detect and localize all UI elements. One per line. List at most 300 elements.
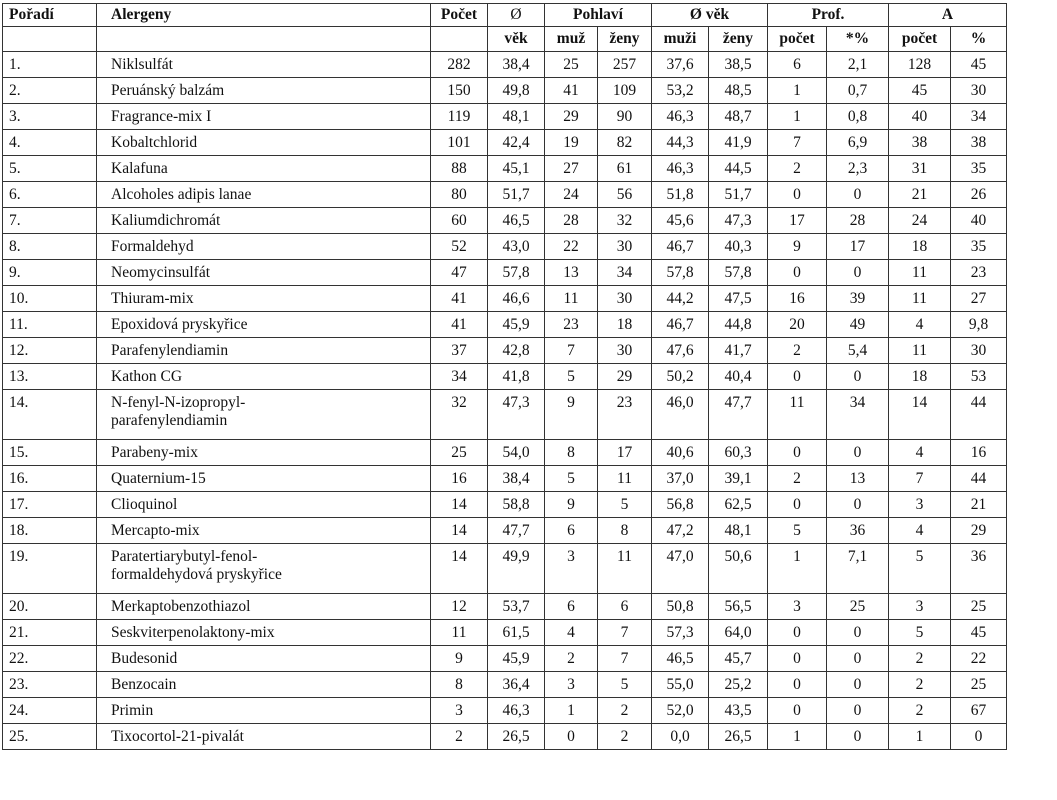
cell-avg-age-men: 52,0: [652, 698, 709, 724]
subheader-age: věk: [488, 27, 545, 52]
cell-avg-age-men: 53,2: [652, 78, 709, 104]
cell-avg-age-women: 48,5: [709, 78, 768, 104]
cell-prof-count: 17: [768, 208, 827, 234]
cell-avg-age-women: 51,7: [709, 182, 768, 208]
cell-count: 14: [431, 518, 488, 544]
cell-a-pct: 27: [951, 286, 1007, 312]
cell-female: 6: [598, 594, 652, 620]
subheader-empty-count: [431, 27, 488, 52]
cell-prof-pct: 0: [827, 646, 889, 672]
cell-female: 11: [598, 544, 652, 594]
cell-avg-age-men: 46,0: [652, 390, 709, 440]
cell-male: 6: [545, 594, 598, 620]
cell-a-count: 4: [889, 518, 951, 544]
cell-avg-age-men: 57,3: [652, 620, 709, 646]
cell-prof-count: 0: [768, 440, 827, 466]
cell-count: 16: [431, 466, 488, 492]
cell-female: 2: [598, 724, 652, 750]
cell-count: 14: [431, 492, 488, 518]
cell-allergen: [97, 338, 431, 364]
table-row: [3, 544, 1007, 594]
cell-avg-age-women: 56,5: [709, 594, 768, 620]
table-body: [3, 52, 1007, 750]
cell-female: 7: [598, 620, 652, 646]
cell-allergen: [97, 724, 431, 750]
cell-a-count: 24: [889, 208, 951, 234]
table-row: [3, 724, 1007, 750]
cell-avg-age: 49,8: [488, 78, 545, 104]
header-row-main: [3, 4, 1007, 27]
cell-rank: 6.: [3, 182, 97, 208]
cell-rank: 23.: [3, 672, 97, 698]
allergen-name-line: Neomycinsulfát: [111, 264, 211, 281]
cell-a-count: 7: [889, 466, 951, 492]
cell-male: 23: [545, 312, 598, 338]
cell-prof-pct: 0: [827, 364, 889, 390]
cell-male: 5: [545, 364, 598, 390]
cell-allergen: [97, 130, 431, 156]
subheader-a-pct: %: [951, 27, 1007, 52]
allergen-name-line: Alcoholes adipis lanae: [111, 186, 252, 203]
cell-prof-count: 0: [768, 492, 827, 518]
cell-rank: 5.: [3, 156, 97, 182]
cell-count: 41: [431, 286, 488, 312]
cell-rank: 21.: [3, 620, 97, 646]
cell-prof-count: 1: [768, 78, 827, 104]
allergen-name-line: Paratertiarybutyl-fenol-: [111, 548, 258, 565]
cell-a-pct: 38: [951, 130, 1007, 156]
table-row: [3, 594, 1007, 620]
header-avg-age-sex: Ø věk: [652, 4, 768, 27]
cell-male: 3: [545, 672, 598, 698]
cell-a-pct: 53: [951, 364, 1007, 390]
cell-count: 41: [431, 312, 488, 338]
cell-avg-age: 43,0: [488, 234, 545, 260]
cell-a-pct: 35: [951, 234, 1007, 260]
cell-female: 61: [598, 156, 652, 182]
cell-a-count: 18: [889, 364, 951, 390]
cell-prof-count: 0: [768, 620, 827, 646]
cell-rank: 22.: [3, 646, 97, 672]
cell-count: 60: [431, 208, 488, 234]
cell-prof-pct: 28: [827, 208, 889, 234]
cell-a-pct: 30: [951, 338, 1007, 364]
cell-avg-age-women: 38,5: [709, 52, 768, 78]
cell-male: 27: [545, 156, 598, 182]
cell-avg-age-women: 40,3: [709, 234, 768, 260]
subheader-a-count: počet: [889, 27, 951, 52]
cell-rank: 3.: [3, 104, 97, 130]
cell-male: 5: [545, 466, 598, 492]
cell-prof-pct: 7,1: [827, 544, 889, 594]
cell-allergen: [97, 234, 431, 260]
header-a: A: [889, 4, 1007, 27]
cell-a-count: 31: [889, 156, 951, 182]
cell-avg-age: 46,3: [488, 698, 545, 724]
cell-rank: 1.: [3, 52, 97, 78]
cell-count: 52: [431, 234, 488, 260]
cell-a-count: 40: [889, 104, 951, 130]
cell-allergen: [97, 440, 431, 466]
cell-avg-age-men: 50,8: [652, 594, 709, 620]
cell-male: 9: [545, 390, 598, 440]
table-row: [3, 286, 1007, 312]
cell-avg-age: 42,8: [488, 338, 545, 364]
cell-female: 29: [598, 364, 652, 390]
cell-rank: 24.: [3, 698, 97, 724]
cell-prof-count: 7: [768, 130, 827, 156]
table-row: [3, 182, 1007, 208]
cell-a-count: 2: [889, 698, 951, 724]
cell-allergen: [97, 260, 431, 286]
cell-rank: 25.: [3, 724, 97, 750]
cell-prof-count: 6: [768, 52, 827, 78]
cell-count: 119: [431, 104, 488, 130]
cell-avg-age-women: 60,3: [709, 440, 768, 466]
cell-count: 80: [431, 182, 488, 208]
cell-prof-count: 1: [768, 544, 827, 594]
cell-avg-age-men: 37,0: [652, 466, 709, 492]
cell-female: 30: [598, 338, 652, 364]
cell-rank: 12.: [3, 338, 97, 364]
cell-rank: 16.: [3, 466, 97, 492]
cell-a-pct: 26: [951, 182, 1007, 208]
cell-avg-age-women: 39,1: [709, 466, 768, 492]
allergen-name-line: Primin: [111, 702, 154, 719]
cell-prof-count: 1: [768, 104, 827, 130]
cell-a-pct: 40: [951, 208, 1007, 234]
table-row: [3, 260, 1007, 286]
table-row: [3, 130, 1007, 156]
cell-avg-age: 54,0: [488, 440, 545, 466]
allergen-name-line: Epoxidová pryskyřice: [111, 316, 248, 333]
cell-a-count: 45: [889, 78, 951, 104]
table-row: [3, 364, 1007, 390]
cell-rank: 15.: [3, 440, 97, 466]
cell-rank: 7.: [3, 208, 97, 234]
cell-prof-pct: 36: [827, 518, 889, 544]
cell-female: 34: [598, 260, 652, 286]
cell-male: 24: [545, 182, 598, 208]
cell-female: 5: [598, 672, 652, 698]
cell-female: 56: [598, 182, 652, 208]
allergen-name-line: N-fenyl-N-izopropyl-: [111, 394, 246, 411]
allergen-name-line: Parafenylendiamin: [111, 342, 229, 359]
cell-count: 25: [431, 440, 488, 466]
cell-female: 17: [598, 440, 652, 466]
cell-avg-age-men: 46,7: [652, 234, 709, 260]
table-row: [3, 208, 1007, 234]
cell-rank: 13.: [3, 364, 97, 390]
cell-a-count: 2: [889, 646, 951, 672]
cell-avg-age-women: 50,6: [709, 544, 768, 594]
cell-a-count: 11: [889, 338, 951, 364]
cell-avg-age-men: 37,6: [652, 52, 709, 78]
cell-allergen: [97, 312, 431, 338]
subheader-women: ženy: [709, 27, 768, 52]
allergen-name-line: Seskviterpenolaktony-mix: [111, 624, 275, 641]
cell-count: 282: [431, 52, 488, 78]
allergen-name-line: Kathon CG: [111, 368, 183, 385]
cell-rank: 2.: [3, 78, 97, 104]
cell-avg-age-women: 48,7: [709, 104, 768, 130]
cell-male: 8: [545, 440, 598, 466]
cell-avg-age: 47,3: [488, 390, 545, 440]
cell-male: 3: [545, 544, 598, 594]
subheader-empty-rank: [3, 27, 97, 52]
subheader-male: muž: [545, 27, 598, 52]
cell-a-pct: 21: [951, 492, 1007, 518]
cell-female: 5: [598, 492, 652, 518]
cell-male: 4: [545, 620, 598, 646]
allergen-name-line: Kaliumdichromát: [111, 212, 221, 229]
cell-a-pct: 45: [951, 620, 1007, 646]
cell-avg-age-women: 44,5: [709, 156, 768, 182]
cell-count: 150: [431, 78, 488, 104]
table-row: [3, 234, 1007, 260]
cell-prof-count: 2: [768, 466, 827, 492]
cell-avg-age: 45,9: [488, 646, 545, 672]
allergen-name-line: formaldehydová pryskyřice: [111, 566, 282, 583]
cell-prof-pct: 6,9: [827, 130, 889, 156]
cell-count: 88: [431, 156, 488, 182]
cell-avg-age-men: 51,8: [652, 182, 709, 208]
cell-avg-age: 46,5: [488, 208, 545, 234]
cell-avg-age: 47,7: [488, 518, 545, 544]
table-row: [3, 698, 1007, 724]
table-row: [3, 390, 1007, 440]
table-row: [3, 518, 1007, 544]
cell-avg-age-men: 46,7: [652, 312, 709, 338]
cell-avg-age-men: 46,5: [652, 646, 709, 672]
cell-avg-age-men: 56,8: [652, 492, 709, 518]
cell-a-count: 128: [889, 52, 951, 78]
cell-count: 9: [431, 646, 488, 672]
header-prof: Prof.: [768, 4, 889, 27]
cell-count: 11: [431, 620, 488, 646]
allergen-name-line: Kobaltchlorid: [111, 134, 198, 151]
cell-prof-pct: 17: [827, 234, 889, 260]
table-row: [3, 104, 1007, 130]
allergen-name-line: Peruánský balzám: [111, 82, 225, 99]
cell-avg-age-women: 47,3: [709, 208, 768, 234]
cell-avg-age-men: 57,8: [652, 260, 709, 286]
header-allergen: Alergeny: [97, 4, 431, 27]
cell-prof-pct: 0: [827, 698, 889, 724]
cell-avg-age-men: 40,6: [652, 440, 709, 466]
cell-count: 12: [431, 594, 488, 620]
cell-avg-age: 45,9: [488, 312, 545, 338]
allergen-name-line: Formaldehyd: [111, 238, 194, 255]
allergen-name-line: Benzocain: [111, 676, 177, 693]
cell-avg-age: 58,8: [488, 492, 545, 518]
cell-avg-age: 45,1: [488, 156, 545, 182]
cell-allergen: [97, 156, 431, 182]
table-row: [3, 78, 1007, 104]
cell-avg-age: 38,4: [488, 466, 545, 492]
cell-allergen: [97, 492, 431, 518]
cell-a-pct: 9,8: [951, 312, 1007, 338]
cell-a-pct: 22: [951, 646, 1007, 672]
cell-avg-age-women: 64,0: [709, 620, 768, 646]
cell-a-count: 14: [889, 390, 951, 440]
cell-male: 7: [545, 338, 598, 364]
subheader-men: muži: [652, 27, 709, 52]
cell-a-count: 1: [889, 724, 951, 750]
cell-avg-age-women: 48,1: [709, 518, 768, 544]
cell-a-pct: 29: [951, 518, 1007, 544]
cell-a-count: 5: [889, 544, 951, 594]
cell-a-pct: 67: [951, 698, 1007, 724]
cell-a-count: 2: [889, 672, 951, 698]
subheader-female: ženy: [598, 27, 652, 52]
cell-avg-age: 57,8: [488, 260, 545, 286]
cell-rank: 20.: [3, 594, 97, 620]
cell-avg-age: 36,4: [488, 672, 545, 698]
cell-prof-pct: 0: [827, 260, 889, 286]
subheader-prof-pct: *%: [827, 27, 889, 52]
cell-prof-count: 11: [768, 390, 827, 440]
cell-a-pct: 34: [951, 104, 1007, 130]
cell-avg-age-women: 47,5: [709, 286, 768, 312]
cell-male: 11: [545, 286, 598, 312]
allergen-name-line: Budesonid: [111, 650, 178, 667]
cell-a-pct: 0: [951, 724, 1007, 750]
cell-female: 7: [598, 646, 652, 672]
cell-allergen: [97, 698, 431, 724]
subheader-empty-allergen: [97, 27, 431, 52]
cell-avg-age-women: 47,7: [709, 390, 768, 440]
cell-prof-pct: 2,3: [827, 156, 889, 182]
cell-female: 2: [598, 698, 652, 724]
table-row: [3, 440, 1007, 466]
cell-avg-age: 26,5: [488, 724, 545, 750]
table-row: [3, 156, 1007, 182]
cell-avg-age: 41,8: [488, 364, 545, 390]
cell-avg-age-women: 26,5: [709, 724, 768, 750]
cell-rank: 19.: [3, 544, 97, 594]
cell-prof-count: 0: [768, 182, 827, 208]
cell-rank: 11.: [3, 312, 97, 338]
table-row: [3, 620, 1007, 646]
cell-rank: 14.: [3, 390, 97, 440]
cell-prof-pct: 0: [827, 672, 889, 698]
cell-prof-count: 1: [768, 724, 827, 750]
cell-avg-age-men: 45,6: [652, 208, 709, 234]
cell-count: 32: [431, 390, 488, 440]
cell-allergen: [97, 466, 431, 492]
header-avg-age: Ø: [488, 4, 545, 27]
table-row: [3, 492, 1007, 518]
cell-avg-age: 53,7: [488, 594, 545, 620]
allergen-name-line: Thiuram-mix: [111, 290, 194, 307]
cell-prof-pct: 0: [827, 492, 889, 518]
cell-a-count: 3: [889, 492, 951, 518]
cell-female: 257: [598, 52, 652, 78]
cell-female: 109: [598, 78, 652, 104]
cell-a-pct: 44: [951, 390, 1007, 440]
cell-prof-count: 0: [768, 698, 827, 724]
allergen-name-line: Tixocortol-21-pivalát: [111, 728, 244, 745]
cell-avg-age-women: 43,5: [709, 698, 768, 724]
cell-prof-count: 20: [768, 312, 827, 338]
cell-a-count: 38: [889, 130, 951, 156]
cell-rank: 9.: [3, 260, 97, 286]
cell-avg-age-women: 57,8: [709, 260, 768, 286]
cell-avg-age-men: 47,0: [652, 544, 709, 594]
cell-male: 25: [545, 52, 598, 78]
cell-allergen: [97, 518, 431, 544]
allergen-name-line: Niklsulfát: [111, 56, 173, 73]
cell-avg-age-men: 46,3: [652, 104, 709, 130]
cell-female: 23: [598, 390, 652, 440]
cell-rank: 4.: [3, 130, 97, 156]
cell-allergen: [97, 544, 431, 594]
cell-prof-pct: 34: [827, 390, 889, 440]
cell-avg-age-men: 44,2: [652, 286, 709, 312]
header-sex: Pohlaví: [545, 4, 652, 27]
cell-allergen: [97, 594, 431, 620]
table-row: [3, 338, 1007, 364]
cell-count: 2: [431, 724, 488, 750]
cell-prof-pct: 0: [827, 620, 889, 646]
cell-a-count: 21: [889, 182, 951, 208]
cell-prof-pct: 0: [827, 724, 889, 750]
cell-male: 28: [545, 208, 598, 234]
table-row: [3, 312, 1007, 338]
header-count: Počet: [431, 4, 488, 27]
table-row: [3, 52, 1007, 78]
allergen-table: [2, 3, 1007, 750]
cell-female: 32: [598, 208, 652, 234]
cell-allergen: [97, 364, 431, 390]
cell-prof-count: 16: [768, 286, 827, 312]
cell-allergen: [97, 52, 431, 78]
allergen-name-line: Clioquinol: [111, 496, 178, 513]
cell-prof-count: 0: [768, 364, 827, 390]
allergen-name-line: Quaternium-15: [111, 470, 206, 487]
cell-prof-count: 5: [768, 518, 827, 544]
cell-allergen: [97, 182, 431, 208]
cell-a-count: 4: [889, 312, 951, 338]
header-rank: Pořadí: [3, 4, 97, 27]
cell-female: 90: [598, 104, 652, 130]
cell-a-count: 11: [889, 286, 951, 312]
cell-prof-pct: 0: [827, 182, 889, 208]
cell-a-count: 11: [889, 260, 951, 286]
allergen-name-line: Parabeny-mix: [111, 444, 198, 461]
cell-a-pct: 25: [951, 672, 1007, 698]
cell-allergen: [97, 620, 431, 646]
cell-prof-pct: 49: [827, 312, 889, 338]
cell-a-pct: 45: [951, 52, 1007, 78]
cell-avg-age-men: 46,3: [652, 156, 709, 182]
cell-avg-age: 38,4: [488, 52, 545, 78]
cell-rank: 18.: [3, 518, 97, 544]
cell-a-pct: 35: [951, 156, 1007, 182]
allergen-name-line: Mercapto-mix: [111, 522, 200, 539]
cell-a-count: 4: [889, 440, 951, 466]
cell-avg-age-women: 25,2: [709, 672, 768, 698]
cell-prof-pct: 39: [827, 286, 889, 312]
cell-avg-age-women: 62,5: [709, 492, 768, 518]
cell-prof-pct: 13: [827, 466, 889, 492]
cell-rank: 17.: [3, 492, 97, 518]
cell-avg-age: 51,7: [488, 182, 545, 208]
cell-avg-age-men: 55,0: [652, 672, 709, 698]
cell-avg-age-women: 41,7: [709, 338, 768, 364]
cell-male: 0: [545, 724, 598, 750]
